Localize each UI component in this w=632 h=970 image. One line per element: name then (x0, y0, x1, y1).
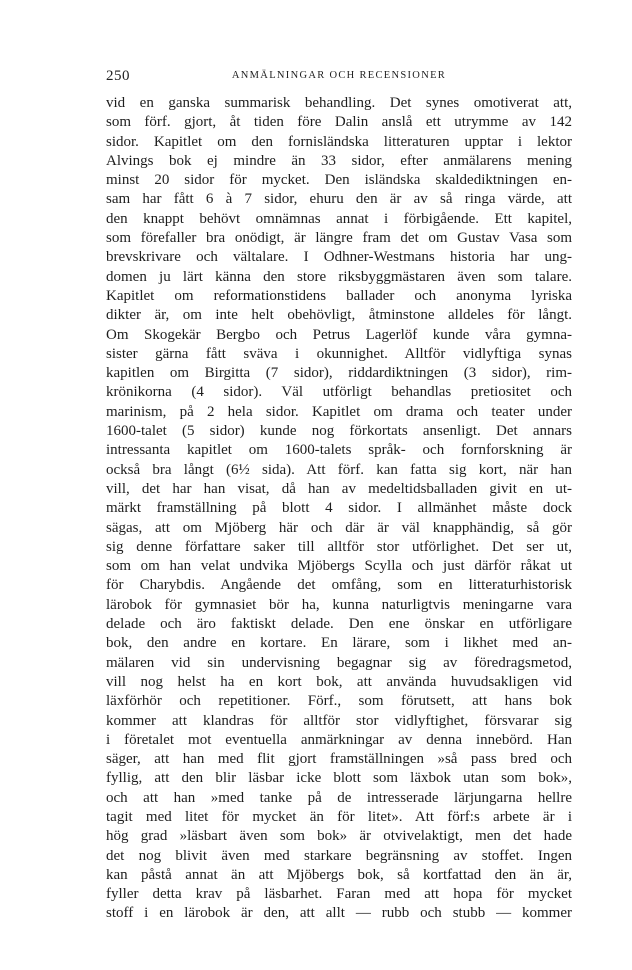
text-line: kommer att klandras för alltför stor vidlyftighet, försvarar sig (106, 712, 572, 729)
text-line: Kapitlet om reformationstidens ballader och anonyma lyriska (106, 287, 572, 304)
text-line: sam har fått 6 à 7 sidor, ehuru den är av så ringa värde, att (106, 191, 572, 208)
text-line: sister gärna fått sväva i okunnighet. Alltför vidlyftiga synas (106, 345, 572, 362)
text-line: dikter är, om inte helt obehövligt, åtminstone alldeles för långt. (106, 307, 572, 324)
running-head (106, 68, 572, 88)
text-line: minst 20 sidor för mycket. Den isländska skaldediktningen en- (106, 172, 572, 189)
text-line: hög grad »läsbart även som bok» är otvivelaktigt, men det hade (106, 828, 572, 845)
text-line: läxförhör och repetitioner. Förf., som förutsett, att hans bok (106, 693, 572, 710)
text-line: sidor. Kapitlet om den fornisländska litteraturen upptar i lektor (106, 133, 572, 150)
text-line: märkt framställning på blott 4 sidor. I allmänhet måste dock (106, 500, 572, 517)
text-line: krönikorna (4 sidor). Väl utförligt behandlas pretiositet och (106, 384, 572, 401)
body-text (106, 94, 572, 924)
text-line: vid en ganska summarisk behandling. Det synes omotiverat att, (106, 95, 572, 111)
text-line: tagit med litet för mycket än för litet». Att förf:s arbete är i (106, 808, 572, 825)
text-line: 1600-talet (5 sidor) kunde nog förkortats ansenligt. Det annars (106, 423, 572, 440)
text-line: kan påstå annat än att Mjöbergs bok, så kortfattad den än är, (106, 866, 572, 883)
running-head-title: ANMÄLNINGAR OCH RECENSIONER (231, 70, 447, 81)
text-line: säger, att han med flit gjort framställningen »så pass bred och (106, 751, 572, 768)
text-line: i företalet mot eventuella anmärkningar av denna innebörd. Han (106, 731, 572, 748)
text-line: lärobok för gymnasiet bör ha, kunna naturligtvis meningarne vara (106, 596, 572, 613)
text-line: fyllig, att den blir läsbar icke blott som läxbok utan som bok», (106, 770, 572, 787)
text-line: Alvings bok ej mindre än 33 sidor, efter anmälarens mening (106, 152, 572, 169)
text-line: intressanta kapitlet om 1600-talets språk- och fornforskning är (106, 442, 572, 459)
text-line: stoff i en lärobok är den, att allt — rubb och stubb — kommer (106, 905, 572, 922)
text-line: som om han velat undvika Mjöbergs Scylla och just därför råkat ut (106, 558, 572, 575)
text-line: som förefaller bra onödigt, är längre fram det om Gustav Vasa som (106, 230, 572, 247)
text-line: och att han »med tanke på de intresserade lärjungarna hellre (106, 789, 572, 806)
text-line: också bra långt (6½ sida). Att förf. kan fatta sig kort, när han (106, 461, 572, 478)
text-line: för Charybdis. Angående det omfång, som en litteraturhistorisk (106, 577, 572, 594)
text-line: mälaren vid sin undervisning begagnar sig av föredragsmetod, (106, 654, 572, 671)
text-line: sig denne författare saker till alltför stor utförlighet. Det ser ut, (106, 538, 572, 555)
text-line: vill nog helst ha en kort bok, att använda huvudsakligen vid (106, 673, 572, 690)
page-number: 250 (106, 68, 130, 84)
text-line: sägas, att om Mjöberg här och där är väl knapphändig, så gör (106, 519, 572, 536)
text-line: marinism, på 2 hela sidor. Kapitlet om drama och teater under (106, 403, 572, 420)
text-line: den knappt behövt omnämnas annat i förbigående. Ett kapitel, (106, 210, 572, 227)
text-line: det nog blivit även med starkare begränsning av stoffet. Ingen (106, 847, 572, 864)
text-line: Om Skogekär Bergbo och Petrus Lagerlöf kunde våra gymna- (106, 326, 572, 343)
text-line: kapitlen om Birgitta (7 sidor), riddardiktningen (3 sidor), rim- (106, 365, 572, 382)
text-line: brevskrivare och vältalare. I Odhner-Westmans historia har ung- (106, 249, 572, 266)
text-line: delade och äro faktiskt delade. Den ene önskar en utförligare (106, 616, 572, 633)
text-line: domen ju lärt känna den store riksbyggmästaren även som talare. (106, 268, 572, 285)
text-line: bok, den andre en kortare. En lärare, som i likhet med an- (106, 635, 572, 652)
text-line: fyller detta krav på läsbarhet. Faran med att hopa för mycket (106, 886, 572, 903)
text-line: som förf. gjort, åt tiden före Dalin anslå ett utrymme av 142 (106, 114, 572, 131)
text-line: vill, det har han visat, då han av medeltidsballaden givit en ut- (106, 480, 572, 497)
